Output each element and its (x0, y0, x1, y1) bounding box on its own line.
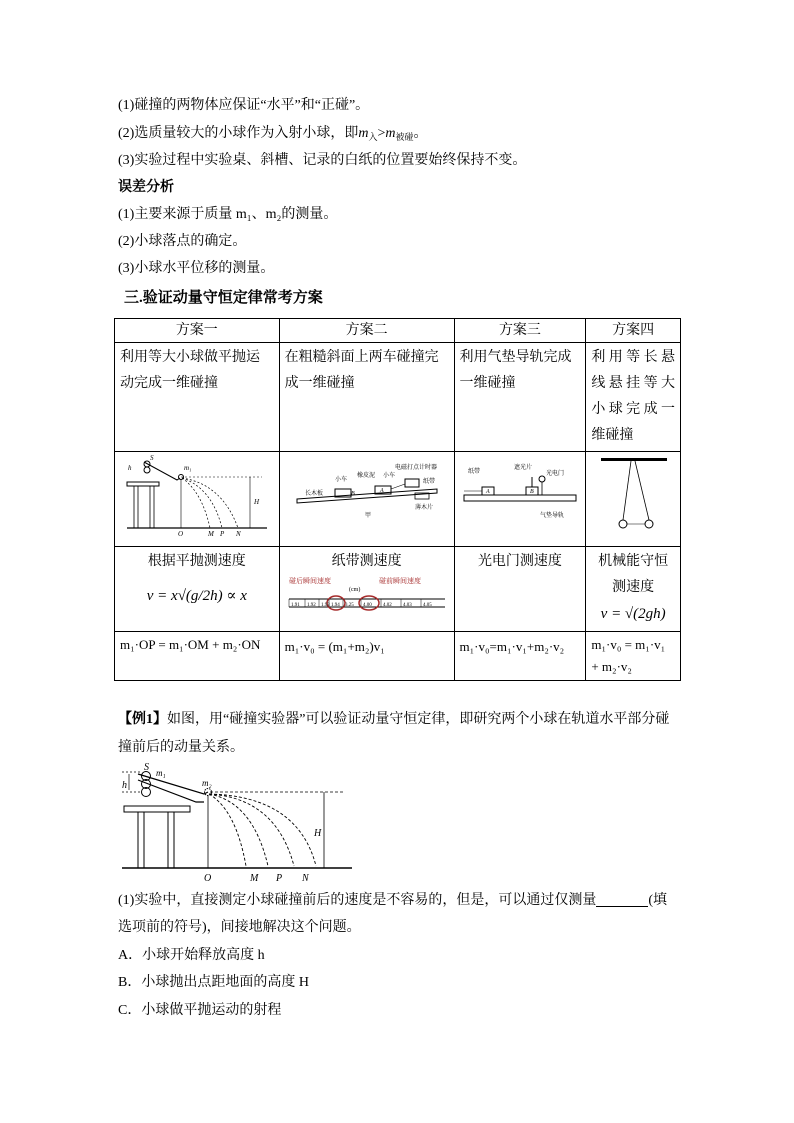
figure-pendulum (586, 452, 681, 547)
method-scheme-3: 光电门测速度 (454, 547, 586, 632)
label-tape: 纸带 (422, 479, 435, 485)
svg-text:B: B (350, 491, 355, 497)
air-track-diagram (458, 459, 582, 529)
paper-tape-diagram (287, 575, 447, 613)
label-s: S (149, 454, 154, 462)
tape-tick-label: 1.92 (306, 603, 316, 608)
fig-label-S: S (144, 762, 149, 773)
label-gate: 光电门 (545, 471, 564, 477)
fig-label-P: P (276, 873, 283, 884)
label-plasticine: 橡皮泥 (356, 473, 375, 479)
label-unit: (cm) (348, 587, 360, 593)
header-scheme-4: 方案四 (586, 319, 681, 343)
desc-scheme-3: 利用气垫导轨完成一维碰撞 (454, 343, 586, 452)
method-scheme-4: 机械能守恒测速度 v = √(2gh) (586, 547, 681, 632)
answer-blank[interactable] (596, 892, 648, 907)
header-scheme-2: 方案二 (279, 319, 454, 343)
equation-scheme-4: m₁·v₀ = m₁·v₁ + m₂·v₂ (586, 632, 681, 681)
method-scheme-1: 根据平抛测速度 v = x√(g/2h) ∝ x (115, 547, 280, 632)
note-1: (1)碰撞的两物体应保证“水平”和“正碰”。 (118, 98, 370, 113)
header-scheme-3: 方案三 (454, 319, 586, 343)
figure-air-track (454, 452, 586, 547)
option-a[interactable]: A．小球开始释放高度 h (118, 948, 265, 963)
projectile-velocity-formula: v = x√(g/2h) ∝ x (146, 588, 247, 604)
fig-label-m1: m₁ (156, 768, 166, 778)
fig-label-h: h (122, 780, 127, 791)
equation-scheme-2: m₁·v₀ = (m₁+m₂)v₁ (279, 632, 454, 681)
fig-label-N: N (302, 873, 309, 884)
tape-tick-label: 4.00 (362, 603, 372, 608)
svg-text:A: A (379, 488, 384, 494)
fig-label-H: H (314, 828, 322, 839)
svg-text:A: A (485, 489, 490, 495)
question-1-line-2: 选项前的符号)，间接地解决这个问题。 (118, 920, 361, 935)
error-3: (3)小球水平位移的测量。 (118, 261, 275, 276)
label-P: P (219, 530, 225, 536)
example-line-1: 【例1】如图，用“碰撞实验器”可以验证动量守恒定律，即研究两个小球在轨道水平部分碰 (118, 712, 670, 727)
error-1: (1)主要来源于质量 m₁、m₂的测量。 (118, 207, 338, 222)
note-2: (2)选质量较大的小球作为入射小球，即$m_入>m_{被碰}$。 (118, 126, 428, 142)
label-cart: 小车 (382, 473, 395, 479)
tape-tick-label: 3.25 (344, 603, 354, 608)
tape-tick-label: 1.91 (290, 603, 300, 608)
scheme-table (114, 318, 681, 681)
fig-label-M: M (250, 873, 259, 884)
label-before-velocity: 碰前瞬间速度 (378, 577, 421, 585)
label-M: M (207, 530, 214, 536)
label-board: 长木板 (304, 491, 323, 497)
pendulum-diagram (593, 454, 673, 534)
label-m1: m₁ (183, 464, 192, 472)
equation-scheme-1: m₁·OP = m₁·OM + m₂·ON (115, 632, 280, 681)
figure-projectile (115, 452, 280, 547)
desc-scheme-1: 利用等大小球做平抛运动完成一维碰撞 (115, 343, 280, 452)
label-car: 小车 (334, 477, 347, 483)
error-title: 误差分析 (118, 180, 174, 195)
pendulum-velocity-formula: v = √(2gh) (600, 606, 666, 622)
label-O: O (177, 530, 183, 536)
label-paper-tape: 纸带 (467, 469, 480, 475)
header-scheme-1: 方案一 (115, 319, 280, 343)
example-tag: 【例1】 (118, 712, 167, 727)
svg-text:B: B (529, 489, 534, 495)
label-after-velocity: 碰后瞬间速度 (288, 577, 331, 585)
equation-scheme-3: m₁·v₀=m₁·v₁+m₂·v₂ (454, 632, 586, 681)
example-line-2: 撞前后的动量关系。 (118, 740, 244, 755)
collision-apparatus-diagram (118, 762, 358, 884)
section-title: 三.验证动量守恒定律常考方案 (124, 290, 323, 306)
fig-label-m2: m₂ (202, 778, 212, 788)
label-H: H (253, 498, 259, 506)
question-1-line-1: (1)实验中，直接测定小球碰撞前后的速度是不容易的，但是，可以通过仅测量 (填 (118, 893, 667, 908)
incline-cart-diagram (287, 459, 447, 529)
tape-tick-label: 1.93 (320, 603, 330, 608)
desc-scheme-4: 利用等长悬线悬挂等大小球完成一维碰撞 (586, 343, 681, 452)
label-N: N (235, 530, 241, 536)
label-h: h (127, 464, 132, 472)
label-shade: 遮光片 (513, 465, 532, 471)
label-rail: 气垫导轨 (539, 513, 564, 519)
projectile-apparatus-diagram (122, 452, 272, 536)
label-timer: 电磁打点计时器 (394, 465, 437, 471)
tape-tick-label: 4.02 (382, 603, 392, 608)
label-block: 薄木片 (414, 505, 433, 511)
desc-scheme-2: 在粗糙斜面上两车碰撞完成一维碰撞 (279, 343, 454, 452)
method-scheme-2: 纸带测速度 碰后瞬间速度 碰前瞬间速度 (cm) 1.91 1.92 1.93 1.94 3.25 4.00 4.02 4.03 4.05 (279, 547, 454, 632)
tape-tick-label: 1.94 (330, 603, 340, 608)
option-b[interactable]: B．小球抛出点距地面的高度 H (118, 975, 309, 990)
tape-tick-label: 4.05 (422, 603, 432, 608)
label-jia: 甲 (364, 513, 371, 519)
tape-tick-label: 4.03 (402, 603, 412, 608)
note-3: (3)实验过程中实验桌、斜槽、记录的白纸的位置要始终保持不变。 (118, 153, 527, 168)
figure-incline-carts (279, 452, 454, 547)
fig-label-O: O (204, 873, 212, 884)
error-2: (2)小球落点的确定。 (118, 234, 247, 249)
option-c[interactable]: C．小球做平抛运动的射程 (118, 1003, 282, 1018)
